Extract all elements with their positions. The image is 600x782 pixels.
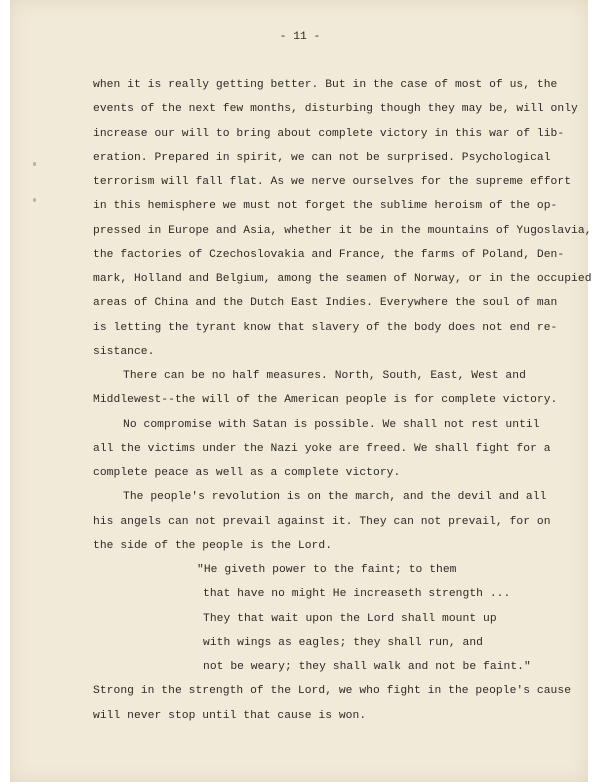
text-line: areas of China and the Dutch East Indies. Everywhere the soul of man (93, 297, 558, 309)
text-line: the side of the people is the Lord. (93, 540, 333, 552)
text-line: Strong in the strength of the Lord, we who fight in the people's cause (93, 685, 572, 697)
text-line: the factories of Czechoslovakia and France, the farms of Poland, Den- (93, 249, 565, 261)
quote-line: not be weary; they shall walk and not be faint." (203, 661, 531, 673)
text-line: is letting the tyrant know that slavery of the body does not end re- (93, 322, 558, 334)
text-line: all the victims under the Nazi yoke are freed. We shall fight for a (93, 443, 551, 455)
text-line: No compromise with Satan is possible. We shall not rest until (123, 419, 540, 431)
quote-line: They that wait upon the Lord shall mount up (203, 613, 497, 625)
text-line: his angels can not prevail against it. They can not prevail, for on (93, 516, 551, 528)
text-line: There can be no half measures. North, South, East, West and (123, 370, 526, 382)
margin-mark (33, 162, 36, 166)
quote-line: that have no might He increaseth strength ... (203, 588, 511, 600)
page-number: - 11 - (279, 31, 321, 43)
text-line: when it is really getting better. But in the case of most of us, the (93, 79, 558, 91)
quote-line: with wings as eagles; they shall run, and (203, 637, 483, 649)
text-line: increase our will to bring about complete victory in this war of lib- (93, 128, 565, 140)
text-line: Middlewest--the will of the American people is for complete victory. (93, 394, 558, 406)
quote-line: "He giveth power to the faint; to them (197, 564, 457, 576)
text-line: eration. Prepared in spirit, we can not be surprised. Psychological (93, 152, 551, 164)
margin-mark (33, 198, 36, 202)
text-line: pressed in Europe and Asia, whether it be in the mountains of Yugoslavia, (93, 225, 592, 237)
text-line: complete peace as well as a complete victory. (93, 467, 401, 479)
text-line: events of the next few months, disturbing though they may be, will only (93, 103, 578, 115)
text-line: will never stop until that cause is won. (93, 710, 367, 722)
text-line: sistance. (93, 346, 155, 358)
text-line: in this hemisphere we must not forget the sublime heroism of the op- (93, 200, 558, 212)
text-line: terrorism will fall flat. As we nerve ourselves for the supreme effort (93, 176, 572, 188)
text-line: The people's revolution is on the march, and the devil and all (123, 491, 547, 503)
text-line: mark, Holland and Belgium, among the seamen of Norway, or in the occupied (93, 273, 592, 285)
